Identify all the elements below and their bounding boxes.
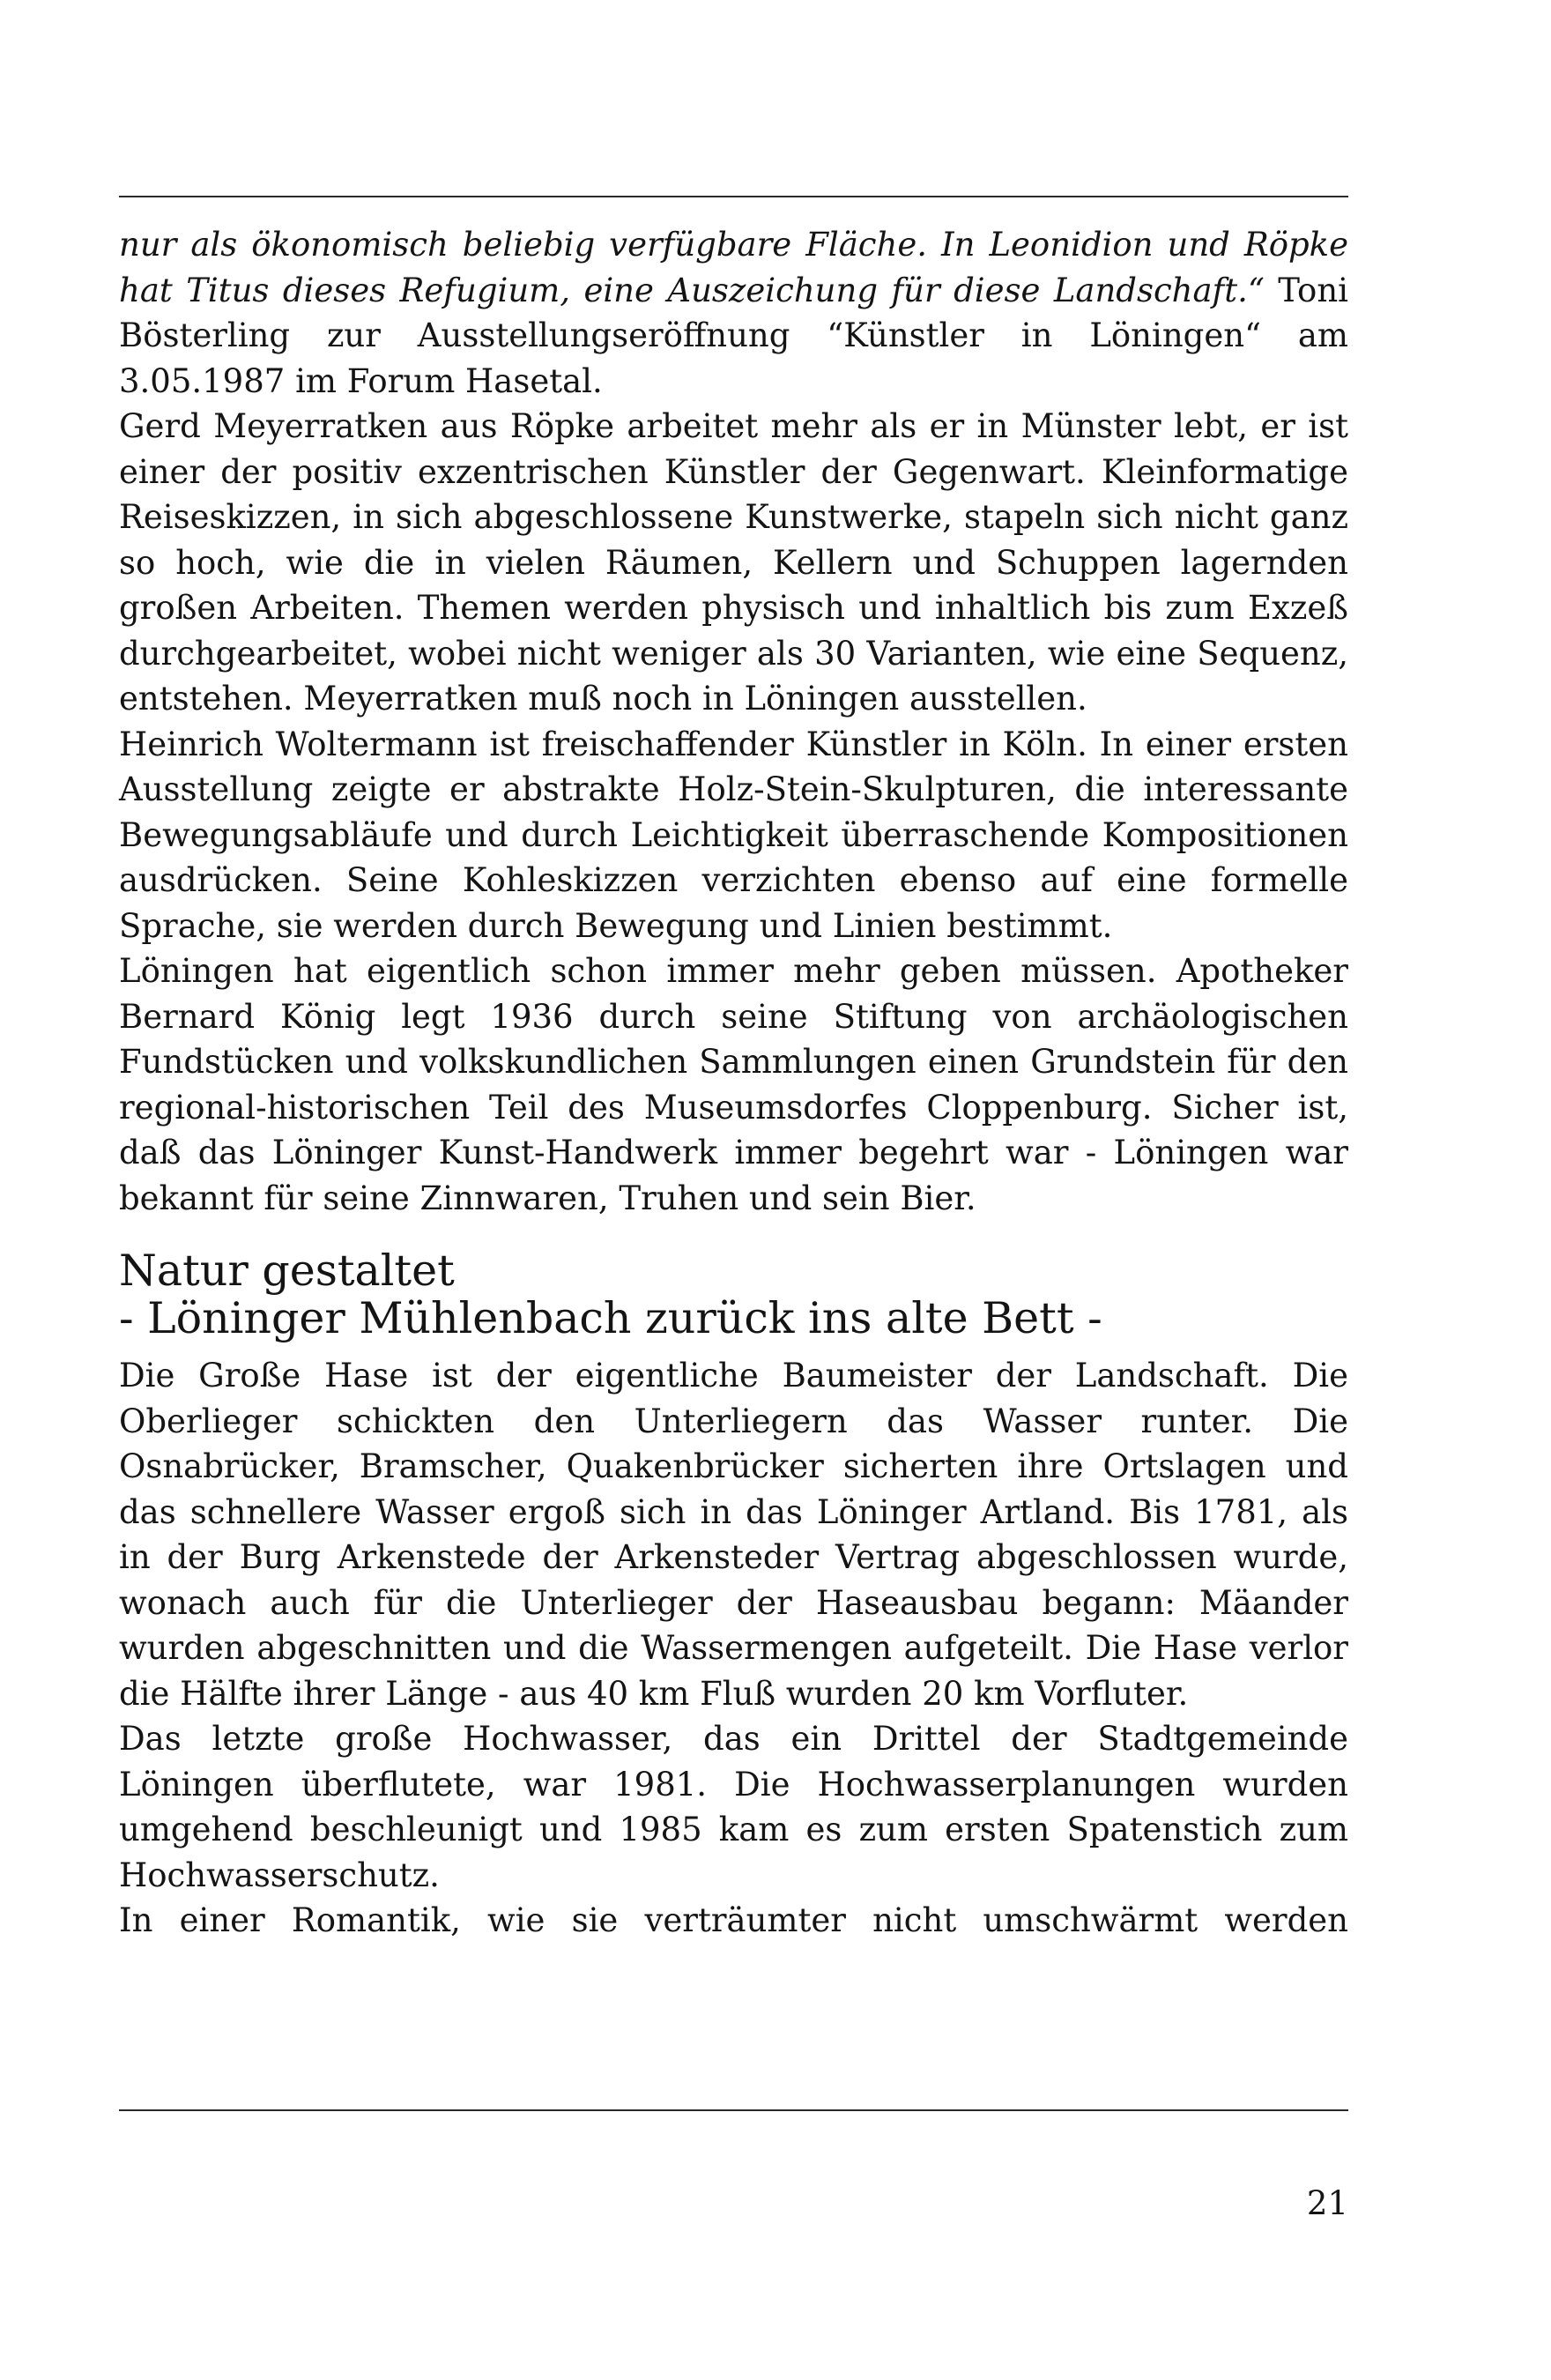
quote-attribution-text: Toni Bösterling zur Ausstellungseröffnung “Künstler in Löningen“ am 3.05.1987 im Forum Hasetal.	[119, 271, 1348, 400]
paragraph-hase: Die Große Hase ist der eigentliche Baumeister der Landschaft. Die Oberlieger schickten den Unterliegern das Wasser runter. Die Osnabrücker, Bramscher, Quakenbrücker sicherten ihre Ortslagen und das schnellere Wasser ergoß sich in das Löninger Artland. Bis 1781, als in der Burg Arkenstede der Arkensteder Vertrag abgeschlossen wurde, wonach auch für die Unterlieger der Haseausbau begann: Mäander wurden abgeschnitten und die Wassermengen aufgeteilt. Die Hase verlor die Hälfte ihrer Länge - aus 40 km Fluß wurden 20 km Vorfluter.	[119, 1357, 1348, 1713]
bottom-rule	[119, 2109, 1348, 2111]
top-rule	[119, 196, 1348, 197]
paragraph-hochwasser: Das letzte große Hochwasser, das ein Drittel der Stadtgemeinde Löningen überflutete, war 1981. Die Hochwasserplanungen wurden umgehend beschleunigt und 1985 kam es zum ersten Spatenstich zum Hochwasserschutz.	[119, 1720, 1348, 1894]
paragraph-koenig: Löningen hat eigentlich schon immer mehr geben müssen. Apotheker Bernard König legt 1936 durch seine Stiftung von archäologischen Fundstücken und volkskundlichen Sammlungen einen Grundstein für den regional-historischen Teil des Museumsdorfes Cloppenburg. Sicher ist, daß das Löninger Kunst-Handwerk immer begehrt war - Löningen war bekannt für seine Zinnwaren, Truhen und sein Bier.	[119, 952, 1348, 1217]
body-text	[119, 222, 1348, 1944]
paragraph-meyerratken: Gerd Meyerratken aus Röpke arbeitet mehr als er in Münster lebt, er ist einer der positiv exzentrischen Künstler der Gegenwart. Kleinformatige Reiseskizzen, in sich abgeschlossene Kunstwerke, stapeln sich nicht ganz so hoch, wie die in vielen Räumen, Kellern und Schuppen lagernden großen Arbeiten. Themen werden physisch und inhaltlich bis zum Exzeß durchgearbeitet, wobei nicht weniger als 30 Varianten, wie eine Sequenz, entstehen. Meyerratken muß noch in Löningen ausstellen.	[119, 407, 1348, 718]
paragraph-woltermann: Heinrich Woltermann ist freischaffender Künstler in Köln. In einer ersten Ausstellung zeigte er abstrakte Holz-Stein-Skulpturen, die interessante Bewegungsabläufe und durch Leichtigkeit überraschende Kompositionen ausdrücken. Seine Kohleskizzen verzichten ebenso auf eine formelle Sprache, sie werden durch Bewegung und Linien bestimmt.	[119, 725, 1348, 945]
page-number: 21	[1306, 2184, 1348, 2222]
section-title: Natur gestaltet	[119, 1246, 455, 1296]
quote-italic-text: nur als ökonomisch beliebig verfügbare Fläche. In Leonidion und Röpke hat Titus dieses Refugium, eine Auszeichung für diese Landschaft.“	[119, 226, 1348, 309]
section-subtitle: - Löninger Mühlenbach zurück ins alte Bett -	[119, 1293, 1102, 1343]
paragraph-romantik: In einer Romantik, wie sie verträumter nicht umschwärmt werden	[119, 1901, 1348, 1939]
paragraph-quote-ending	[119, 222, 1348, 404]
